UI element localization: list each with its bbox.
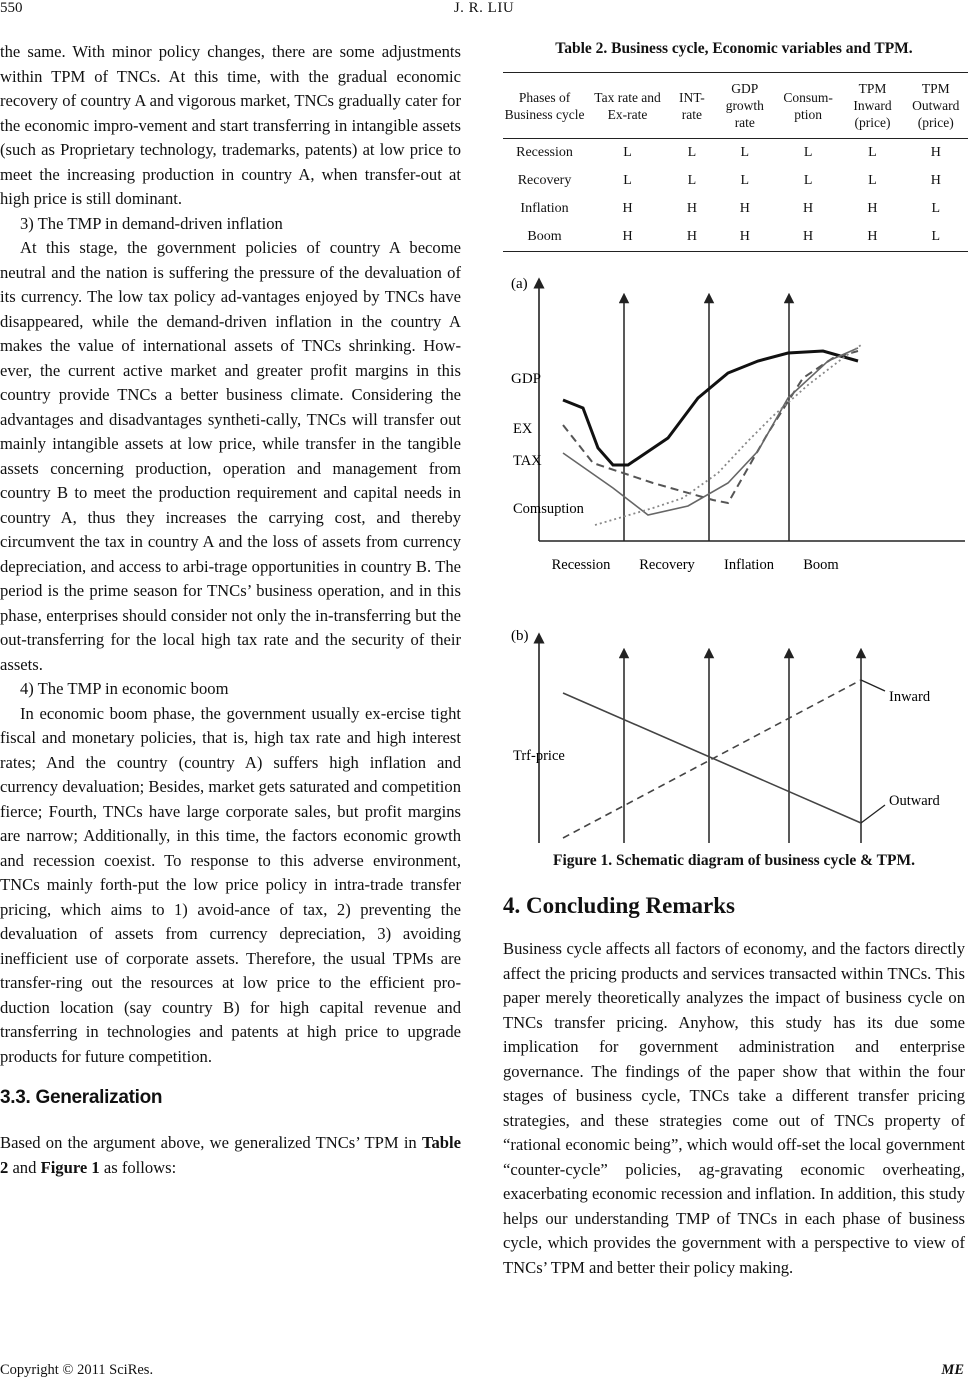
th-int: INT-rate — [669, 73, 715, 139]
th-outward: TPM Outward (price) — [904, 73, 968, 139]
table-row — [503, 139, 968, 168]
tax-label: TAX — [513, 453, 542, 469]
table-cell: L — [803, 173, 813, 188]
paragraph-4 — [0, 1131, 461, 1180]
p4-text-a: Based on the argument above, we generalized TNCs’ TPM in — [0, 1133, 422, 1152]
table-cell: L — [687, 173, 697, 188]
gdp-label: GDP — [511, 371, 542, 387]
section-title: Generalization — [35, 1087, 163, 1108]
table-cell: Recovery — [517, 173, 572, 188]
table-row — [503, 195, 968, 223]
consumption-label: Comsuption — [513, 501, 584, 517]
table-cell: Boom — [503, 223, 586, 252]
table-cell: H — [686, 201, 697, 216]
concluding-section — [503, 893, 965, 1280]
th-gdp: GDP growth rate — [715, 73, 775, 139]
table-cell: H — [622, 201, 633, 216]
table-cell: L — [931, 201, 941, 216]
phase-boom: Boom — [803, 557, 839, 573]
business-cycle-table — [503, 72, 968, 252]
table-row — [503, 167, 968, 195]
outward-line — [563, 693, 861, 823]
table-cell: L — [904, 223, 968, 252]
copyright: Copyright © 2011 SciRes. — [0, 1362, 154, 1378]
th-inward: TPM Inward (price) — [841, 73, 903, 139]
concluding-title: 4. Concluding Remarks — [503, 893, 735, 918]
th-phases: Phases of Business cycle — [503, 73, 586, 139]
p4-text-c: and — [8, 1157, 41, 1177]
inward-label: Inward — [889, 689, 931, 705]
table-cell: Recession — [516, 145, 573, 160]
ex-label: EX — [513, 421, 533, 437]
table-cell: H — [930, 173, 941, 188]
panel-a-label: (a) — [511, 276, 528, 292]
table-cell: H — [803, 201, 814, 216]
table-cell: Inflation — [520, 201, 569, 216]
table-cell: L — [803, 145, 813, 160]
phase-inflation: Inflation — [724, 557, 774, 573]
running-author: J. R. LIU — [453, 0, 515, 16]
concluding-text: Business cycle affects all factors of economy, and the factors directly affect the pricing products and services transacted within TNCs. This paper merely theoretically analyzes the impact of business cycle on TNCs transfer pricing. Anyhow, this study has its due some implication for government administration and enterprise governance. The findings of the paper show that within the four stages of business cycle, TNCs take a different transfer pricing strategies, and these strategies come out of TNCs property of “rational economic being”, which would off-set the local government “counter-cycle” policies, ag-gravating economic overheating, exacerbating economic recession and inflation. In addition, this study helps our understanding TMP of TNCs in each phase of business cycle, which provides the government with a perspective to view of TNCs’ TPM and better their policy making. — [503, 939, 965, 1277]
table-cell: H — [930, 145, 941, 160]
paragraph-1: the same. With minor policy changes, there are some adjustments within TPM of TNCs. At this time, with the gradual economic recovery of country A and vigorous market, TNCs gradually cater for the economic impro-vement and start transferring in intangible assets (such as Proprietary technology, trademarks, patents) at low price to meet the increasing production in country A, when transfer-out at high price is still dominant. — [0, 42, 461, 208]
table-cell: H — [715, 223, 775, 252]
table-header-row — [503, 73, 968, 139]
panel-b-label: (b) — [511, 628, 529, 644]
table-cell: L — [687, 145, 697, 160]
outward-pointer — [861, 805, 885, 823]
paragraph-3: In economic boom phase, the government usually ex-ercise tight fiscal and monetary policies, that is, high tax rate and high interest rates; And the country (country A) suffers high inflation and currency devaluation; Besides, market gets saturated and competition fierce; Fourth, TNCs have large corporate sales, but profit margins are narrow; Additionally, in this time, the factors economic growth and recession coexist. To response to this adverse environment, TNCs mainly forth-put the low price policy in intra-trade transfer pricing, which aims to 1) avoid-ance of tax, 2) preventing the devaluation of assets from currency depreciation, 3) avoiding inefficient use of corporate assets. Therefore, the usual TPMs are transfer-ring out the resources at low price to the efficient pro-duction location (say country B) for high capital revenue and transferring in technologies and patents at high price to upgrade products for future competition. — [0, 703, 461, 1066]
table-cell: L — [623, 145, 632, 160]
gdp-curve — [563, 351, 858, 465]
figure-1-diagram — [503, 273, 965, 843]
table-cell: H — [669, 223, 715, 252]
table-cell: L — [740, 145, 750, 160]
inward-pointer — [861, 680, 885, 691]
phase-recession: Recession — [551, 557, 611, 573]
inward-line — [563, 680, 861, 838]
right-column — [503, 40, 965, 1277]
page-number: 550 — [0, 0, 23, 16]
p4-text-e: as follows: — [99, 1157, 177, 1177]
table-cell: H — [775, 223, 841, 252]
paragraph-2: At this stage, the government policies of country A become neutral and the nation is suffering the pressure of the devaluation of its currency. The low tax policy ad-vantages enjoyed by TNCs have disappeared, while the demand-driven inflation in the country A makes the value of international assets of TNCs shrinking. How-ever, the current active market and greater profit margins in this country provide TNCs a better business climate. Considering the advantages and disadvantages syntheti-cally, TNCs will transfer out mainly intangible assets at low price, while transfer in the tangible assets concerning production, operation and management from country B to meet the production requirement and capital needs in country A, thus they increases the carrying cost, and thereby circumvent the tax in country A and the loss of assets from currency depreciation, and access to arbi-trage opportunities in country B. The period is the prime season for TNCs’ business operation, and in this phase, enterprises should consider not only the in-transferring but the out-transferring for the local high tax rate and the security of their assets. — [0, 238, 461, 674]
subheading-3: 3) The TMP in demand-driven inflation — [20, 213, 283, 233]
table-caption: Table 2. Business cycle, Economic variables and TPM. — [555, 40, 913, 57]
outward-label: Outward — [889, 793, 940, 809]
tax-curve — [563, 348, 858, 515]
left-column — [0, 40, 461, 1180]
section-number: 3.3. — [0, 1087, 31, 1108]
section-heading — [0, 1087, 461, 1109]
table-cell: L — [868, 173, 877, 188]
table-cell: L — [623, 173, 632, 188]
th-consumption: Consum-ption — [775, 73, 841, 139]
phase-recovery: Recovery — [639, 557, 695, 573]
subheading-4: 4) The TMP in economic boom — [20, 679, 229, 698]
journal-abbrev: ME — [941, 1362, 964, 1378]
table-cell: H — [841, 223, 903, 252]
page-header — [0, 0, 968, 22]
table-cell: L — [740, 173, 750, 188]
table-ref: Table 2 — [0, 1133, 461, 1177]
table-cell: H — [867, 201, 878, 216]
table-cell: H — [586, 223, 669, 252]
table-cell: L — [868, 145, 877, 160]
trf-price-label: Trf-price — [513, 748, 565, 764]
figure-1 — [503, 273, 965, 843]
figure-ref: Figure 1 — [40, 1157, 100, 1177]
figure-caption: Figure 1. Schematic diagram of business cycle & TPM. — [553, 852, 915, 869]
th-tax: Tax rate and Ex-rate — [586, 73, 669, 139]
table-row — [503, 223, 968, 252]
table-cell: H — [739, 201, 750, 216]
